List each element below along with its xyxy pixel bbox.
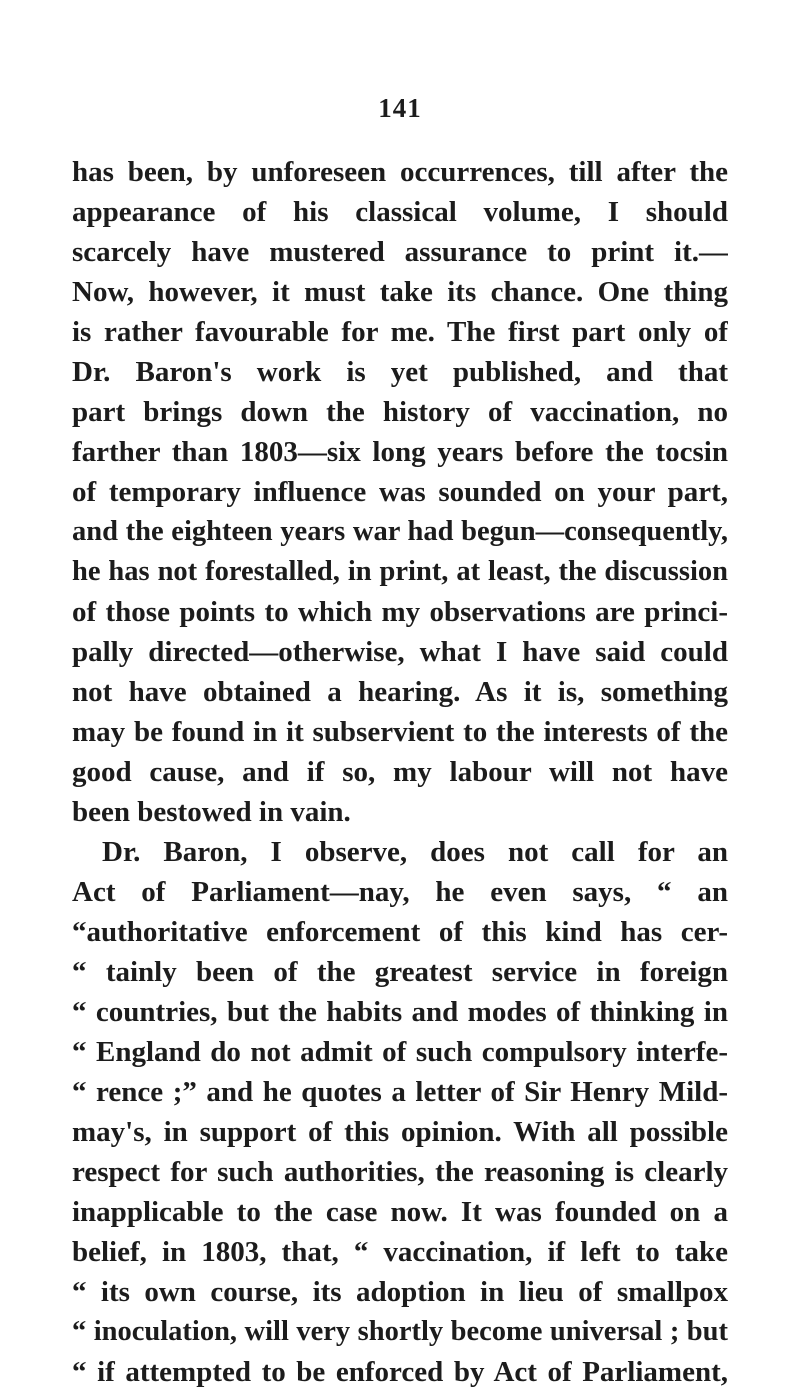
text-line: not have obtained a hearing. As it is, something (72, 676, 728, 708)
text-line: “ countries, but the habits and modes of thinking in (72, 996, 728, 1028)
page-number: 141 (378, 93, 422, 123)
paragraph-start-line: Dr. Baron, I observe, does not call for an (102, 836, 728, 868)
text-line: inapplicable to the case now. It was founded on a (72, 1196, 728, 1228)
text-line: Dr. Baron's work is yet published, and that (72, 356, 728, 388)
text-line: scarcely have mustered assurance to print it.— (72, 236, 728, 268)
text-line: Act of Parliament—nay, he even says, “ an (72, 876, 728, 908)
text-line: appearance of his classical volume, I should (72, 196, 728, 228)
text-line: belief, in 1803, that, “ vaccination, if left to take (72, 1236, 728, 1268)
text-line: is rather favourable for me. The first part only of (72, 316, 728, 348)
text-line: has been, by unforeseen occurrences, till after the (72, 156, 728, 188)
text-line: he has not forestalled, in print, at least, the discussion (72, 556, 728, 587)
text-line: part brings down the history of vaccination, no (72, 396, 728, 428)
text-line: “ England do not admit of such compulsory interfe- (72, 1036, 728, 1068)
text-line: of temporary influence was sounded on your part, (72, 476, 728, 508)
text-line: “ rence ;” and he quotes a letter of Sir Henry Mild- (72, 1076, 728, 1108)
text-line: may be found in it subservient to the interests of the (72, 716, 728, 748)
text-line: and the eighteen years war had begun—consequently, (72, 516, 728, 547)
text-line: farther than 1803—six long years before the tocsin (72, 436, 728, 468)
text-line: “ if attempted to be enforced by Act of Parliament, (72, 1356, 728, 1388)
text-line: of those points to which my observations are princi- (72, 596, 728, 628)
body-text (72, 152, 728, 1392)
text-line: respect for such authorities, the reasoning is clearly (72, 1156, 728, 1188)
paragraph-end-line: been bestowed in vain. (72, 796, 351, 828)
text-line: “ inoculation, will very shortly become universal ; but (72, 1316, 728, 1347)
text-line: may's, in support of this opinion. With all possible (72, 1116, 728, 1148)
text-line: good cause, and if so, my labour will not have (72, 756, 728, 788)
text-line: “authoritative enforcement of this kind has cer- (72, 916, 728, 948)
text-line: pally directed—otherwise, what I have said could (72, 636, 728, 668)
text-line: Now, however, it must take its chance. One thing (72, 276, 728, 308)
text-line: “ tainly been of the greatest service in foreign (72, 956, 728, 988)
text-line: “ its own course, its adoption in lieu of smallpox (72, 1276, 728, 1308)
